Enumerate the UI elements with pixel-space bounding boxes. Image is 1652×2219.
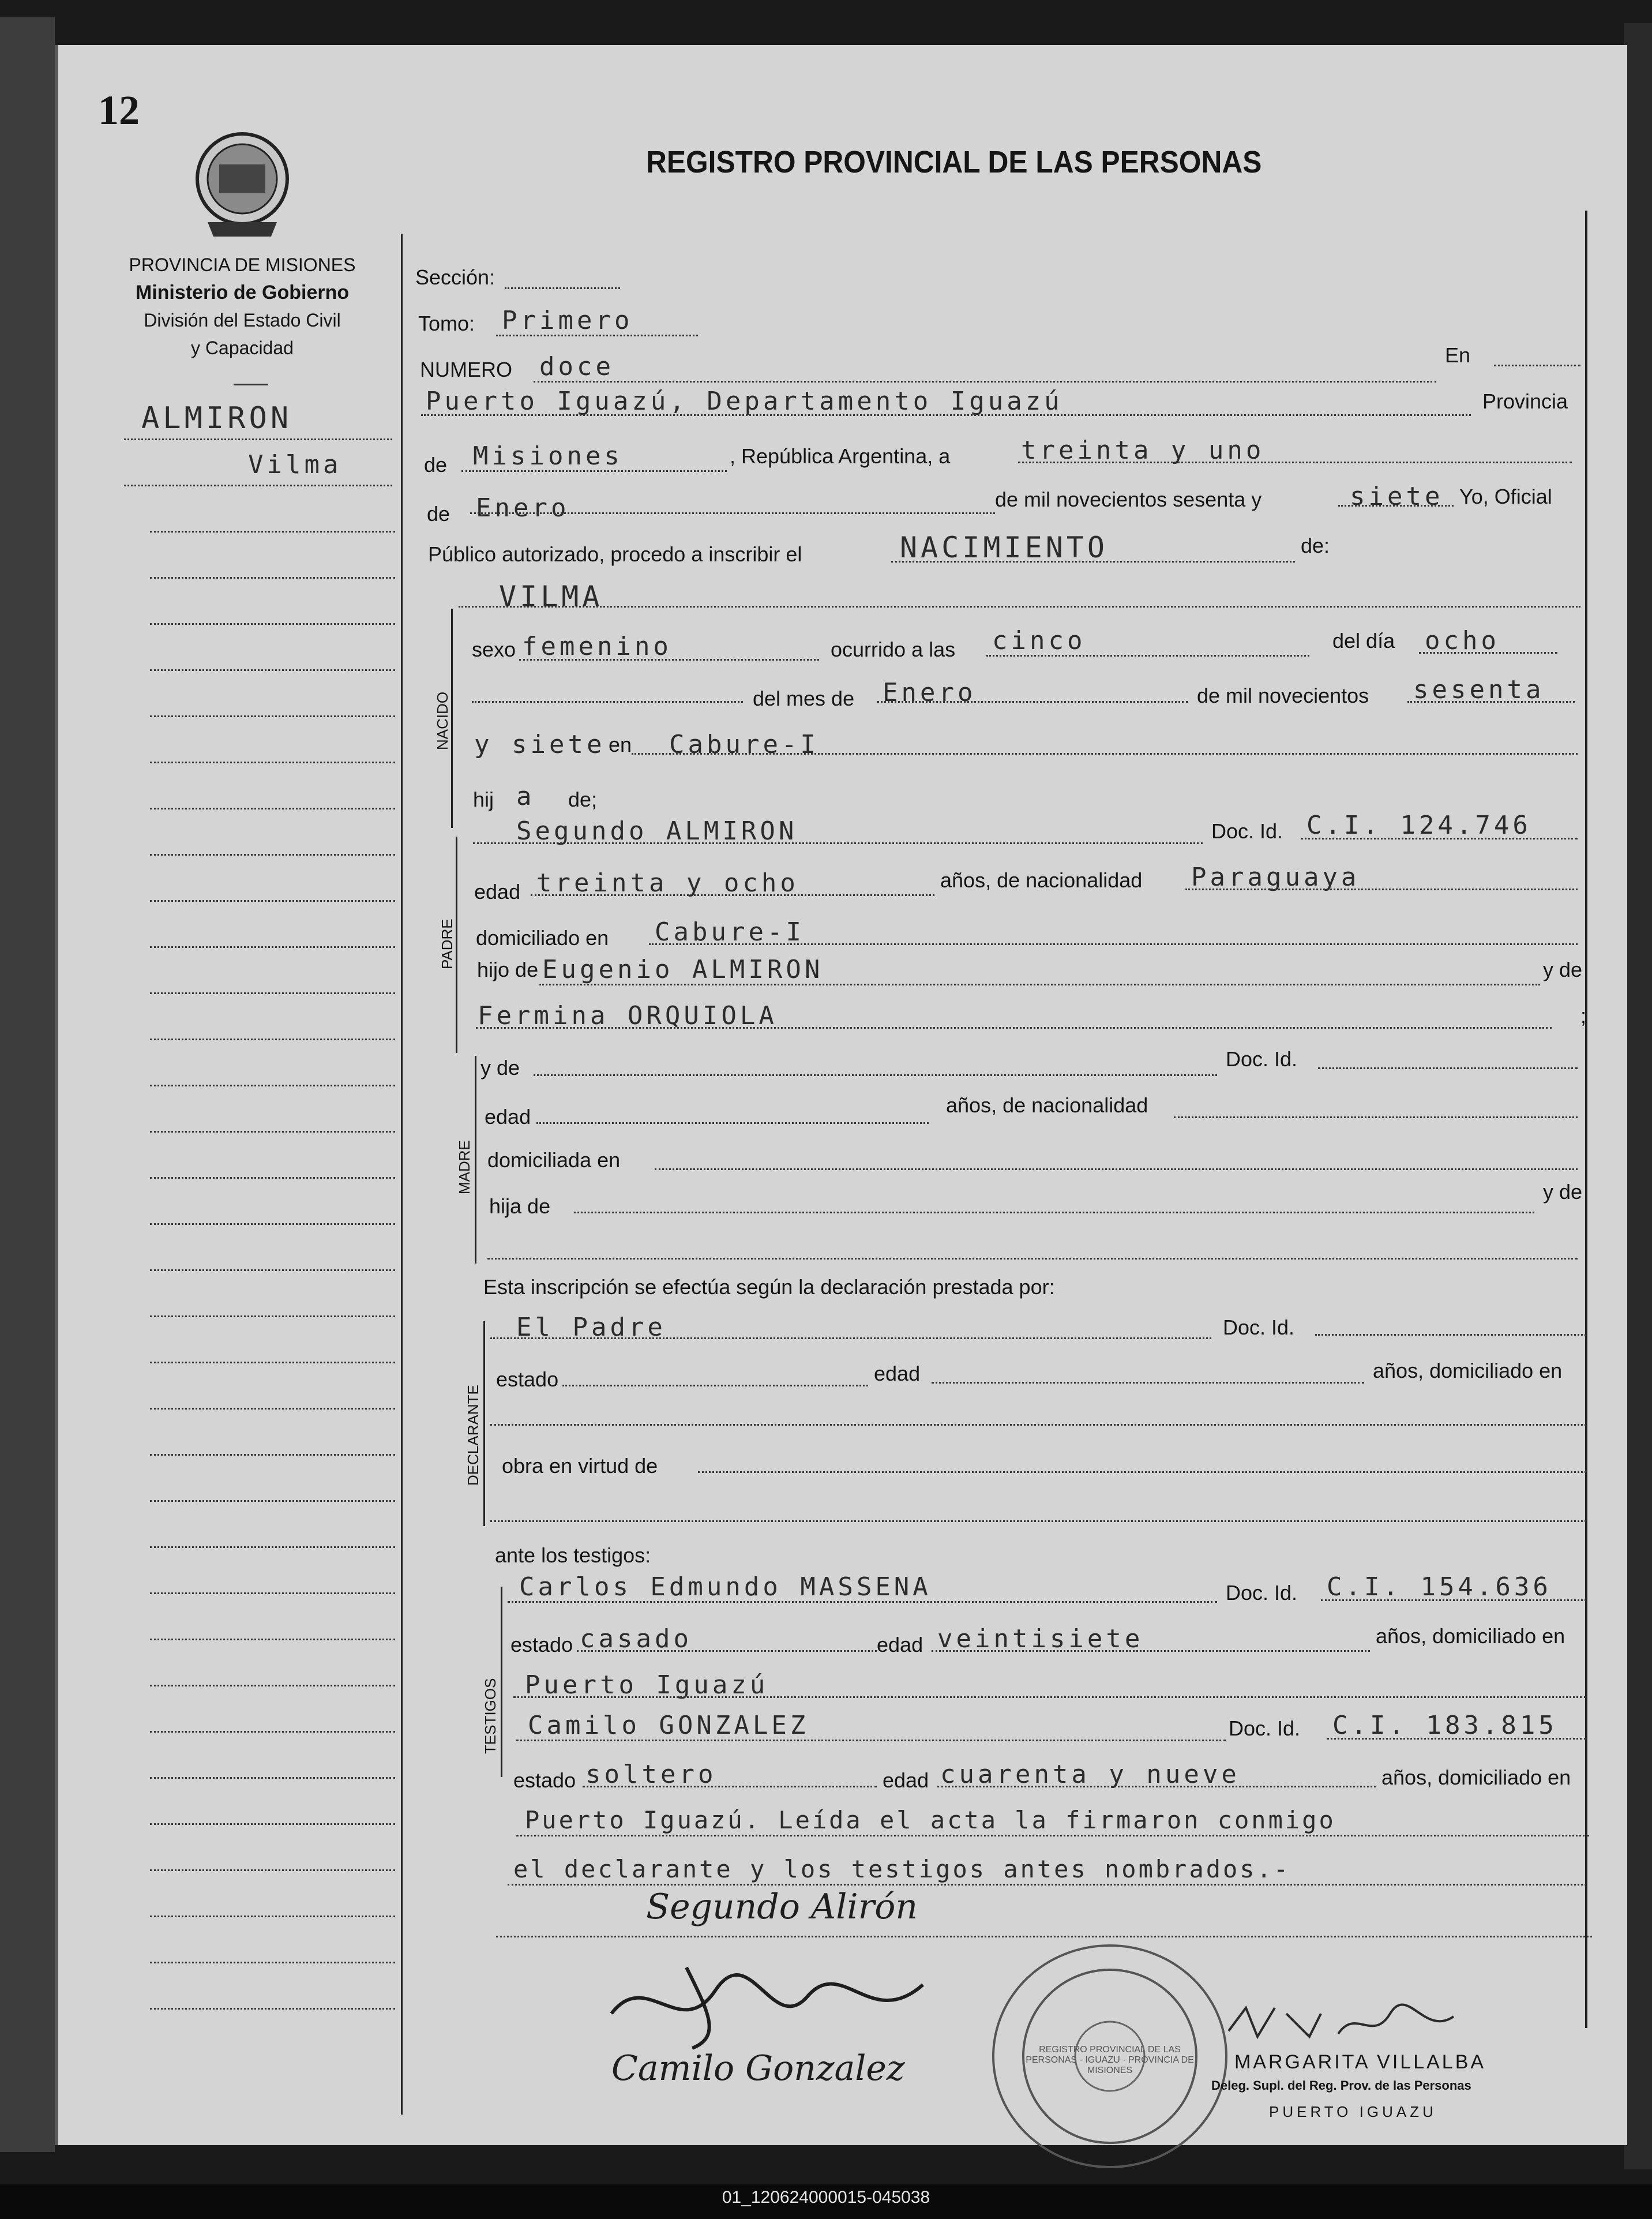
label-ocurrido: ocurrido a las xyxy=(831,638,956,661)
margin-rule xyxy=(150,2008,395,2010)
value-numero: doce xyxy=(539,352,614,381)
line-padre-dom xyxy=(649,943,1578,945)
line-mes xyxy=(877,701,1188,703)
line-padre-doc xyxy=(1301,838,1578,839)
line-padre-nombre xyxy=(473,842,1203,844)
line-testigo2-doc xyxy=(1327,1738,1586,1740)
org-capacity: y Capacidad xyxy=(191,338,294,358)
label-hija-de: hija de xyxy=(489,1194,551,1218)
line-declarante-doc xyxy=(1315,1334,1586,1336)
value-padre-nombre: Segundo ALMIRON xyxy=(516,816,798,846)
book-spine xyxy=(0,17,55,2152)
margin-rule xyxy=(150,946,395,948)
margin-rule xyxy=(150,1269,395,1271)
label-anos-dom-declarante: años, domiciliado en xyxy=(1373,1359,1563,1382)
label-doc-madre: Doc. Id. xyxy=(1226,1047,1298,1071)
value-closing-line: el declarante y los testigos antes nombrados.- xyxy=(513,1855,1291,1883)
value-abuelo: Eugenio ALMIRON xyxy=(542,955,824,984)
value-testigo2: Camilo GONZALEZ xyxy=(528,1711,809,1740)
value-testigo2-edad: cuarenta y nueve xyxy=(940,1760,1240,1789)
line-testigo1 xyxy=(508,1601,1217,1603)
line-testigo2-edad xyxy=(937,1786,1376,1787)
org-ministry: Ministerio de Gobierno xyxy=(135,282,350,303)
label-provincia: Provincia xyxy=(1482,389,1568,413)
value-anio: sesenta xyxy=(1413,675,1545,704)
label-domiciliado-padre: domiciliado en xyxy=(476,926,609,950)
label-ante: ante los testigos: xyxy=(495,1543,651,1567)
label-anos-dom-t1: años, domiciliado en xyxy=(1376,1624,1565,1648)
issuing-office xyxy=(81,251,404,362)
value-sexo: femenino xyxy=(522,632,672,661)
margin-rule xyxy=(150,1408,395,1410)
margin-rule xyxy=(150,854,395,856)
label-estado-declarante: estado xyxy=(496,1367,559,1391)
org-division: División del Estado Civil xyxy=(144,310,341,331)
org-province: PROVINCIA DE MISIONES xyxy=(129,254,356,275)
line-declarante-edad xyxy=(932,1382,1364,1384)
line-tomo xyxy=(496,335,698,336)
page-title: REGISTRO PROVINCIAL DE LAS PERSONAS xyxy=(646,145,1262,179)
label-publico: Público autorizado, procedo a inscribir el xyxy=(428,542,802,566)
line-madre-nombre xyxy=(534,1074,1217,1076)
margin-rule xyxy=(150,762,395,763)
province-emblem-icon xyxy=(190,130,294,239)
line-padre-edad xyxy=(531,894,934,896)
stamp-role: Deleg. Supl. del Reg. Prov. de las Personas xyxy=(1211,2078,1471,2093)
label-declarante: DECLARANTE xyxy=(464,1385,482,1486)
value-testigo2-dom-line: Puerto Iguazú. Leída el acta la firmaron conmigo xyxy=(525,1806,1336,1834)
line-madre-padre xyxy=(574,1212,1534,1213)
value-place: Puerto Iguazú, Departamento Iguazú xyxy=(426,387,1063,416)
margin-rule xyxy=(124,485,392,486)
line-madre-nac xyxy=(1174,1116,1578,1118)
value-mes: Enero xyxy=(883,678,977,707)
margin-rule xyxy=(150,1085,395,1086)
label-y-de-madre-2: y de xyxy=(1543,1180,1583,1204)
margin-rule xyxy=(150,1777,395,1779)
value-acto: NACIMIENTO xyxy=(900,531,1109,564)
value-testigo2-estado: soltero xyxy=(585,1760,717,1789)
line-declarante xyxy=(490,1337,1211,1339)
margin-rule xyxy=(150,900,395,902)
margin-rule xyxy=(150,577,395,579)
label-obra: obra en virtud de xyxy=(502,1454,658,1478)
value-year-suffix: siete xyxy=(1350,482,1444,511)
label-doc-testigo2: Doc. Id. xyxy=(1229,1716,1301,1740)
label-hij: hij xyxy=(473,788,494,811)
line-madre-dom xyxy=(655,1168,1578,1170)
line-obra xyxy=(698,1471,1586,1473)
image-caption: 01_120624000015-045038 xyxy=(722,2188,930,2207)
label-doc-declarante: Doc. Id. xyxy=(1223,1315,1295,1339)
value-testigo1-edad: veintisiete xyxy=(937,1624,1144,1654)
line-testigo1-dom xyxy=(513,1696,1586,1698)
value-padre-nac: Paraguaya xyxy=(1191,863,1360,892)
line-madre-doc xyxy=(1318,1067,1578,1069)
label-estado-t2: estado xyxy=(513,1768,576,1792)
value-padre-dom: Cabure-I xyxy=(655,917,805,947)
label-numero: NUMERO xyxy=(420,358,512,381)
label-edad-padre: edad xyxy=(474,880,521,904)
line-abuela xyxy=(476,1027,1552,1029)
value-anio-cont: y siete xyxy=(474,730,606,759)
label-y-de-madre: y de xyxy=(480,1056,520,1079)
label-anos-nac-madre: años, de nacionalidad xyxy=(946,1093,1148,1117)
line-closing xyxy=(508,1884,1586,1886)
value-dia: ocho xyxy=(1425,626,1500,655)
label-testigos: TESTIGOS xyxy=(482,1678,499,1754)
value-testigo2-doc: C.I. 183.815 xyxy=(1332,1711,1557,1740)
line-madre-edad xyxy=(536,1122,929,1124)
line-provincia xyxy=(461,470,727,472)
line-lugar xyxy=(632,753,1578,755)
line-day-words xyxy=(1018,462,1572,463)
value-padre-edad: treinta y ocho xyxy=(536,868,799,898)
line-numero xyxy=(534,381,1436,383)
line-testigo2 xyxy=(516,1740,1226,1741)
label-de-semicolon: de; xyxy=(568,788,598,811)
value-hora: cinco xyxy=(992,626,1086,655)
line-declarante-dom xyxy=(490,1424,1586,1426)
page-number: 12 xyxy=(98,87,140,133)
margin-rule xyxy=(150,1131,395,1133)
line-abuelo xyxy=(539,984,1540,985)
line-del-mes-lead xyxy=(472,701,743,703)
label-inscripcion: Esta inscripción se efectúa según la declaración prestada por: xyxy=(483,1275,1055,1299)
margin-rule xyxy=(150,715,395,717)
value-testigo1: Carlos Edmundo MASSENA xyxy=(519,1572,932,1602)
margin-rule xyxy=(150,531,395,533)
margin-rule xyxy=(150,1500,395,1502)
stamp-place: PUERTO IGUAZU xyxy=(1269,2103,1437,2120)
right-rule xyxy=(1585,211,1587,2028)
line-year-suffix xyxy=(1338,505,1454,507)
line-acto xyxy=(891,561,1295,563)
signature-declarante: Segundo Alirón xyxy=(646,1887,918,1927)
margin-rule xyxy=(150,1639,395,1640)
line-sig-1 xyxy=(496,1936,1592,1937)
margin-rule xyxy=(150,623,395,625)
margin-rule xyxy=(124,438,392,440)
margin-rule xyxy=(150,1592,395,1594)
label-edad-madre: edad xyxy=(485,1105,531,1129)
stamp-name: MARGARITA VILLALBA xyxy=(1234,2051,1486,2073)
label-anos-nac-padre: años, de nacionalidad xyxy=(940,868,1143,892)
label-domiciliada: domiciliada en xyxy=(487,1148,621,1172)
line-declarante-estado xyxy=(562,1385,868,1386)
label-edad-t2: edad xyxy=(883,1768,929,1792)
line-nombre xyxy=(459,606,1580,608)
value-testigo1-doc: C.I. 154.636 xyxy=(1327,1572,1552,1602)
org-divider xyxy=(234,384,268,385)
madre-bracket xyxy=(475,1056,476,1264)
margin-rule xyxy=(150,1731,395,1733)
margin-rule xyxy=(150,1223,395,1225)
line-padre-nac xyxy=(1185,889,1578,890)
label-de-mil: de mil novecientos sesenta y xyxy=(995,488,1262,511)
label-edad-t1: edad xyxy=(877,1633,923,1656)
label-semicolon: ; xyxy=(1580,1004,1587,1028)
declarante-bracket xyxy=(483,1321,485,1526)
label-madre: MADRE xyxy=(456,1140,473,1194)
label-padre: PADRE xyxy=(438,919,456,969)
value-provincia: Misiones xyxy=(473,441,623,471)
label-sexo: sexo xyxy=(472,638,516,661)
label-tomo: Tomo: xyxy=(418,312,475,335)
label-seccion: Sección: xyxy=(415,265,495,289)
label-estado-t1: estado xyxy=(510,1633,573,1656)
label-doc-padre: Doc. Id. xyxy=(1211,819,1283,843)
line-testigo1-doc xyxy=(1321,1599,1586,1601)
line-anio xyxy=(1407,701,1575,703)
margin-rule xyxy=(150,1823,395,1825)
signature-testigo1-icon xyxy=(600,1944,958,2060)
value-padre-doc: C.I. 124.746 xyxy=(1306,811,1531,840)
left-rule xyxy=(401,234,403,2115)
margin-rule xyxy=(150,1546,395,1548)
label-de-mil-nov: de mil novecientos xyxy=(1197,684,1369,707)
value-day-words: treinta y uno xyxy=(1021,436,1265,465)
line-dia xyxy=(1419,652,1557,654)
label-y-de-padre: y de xyxy=(1543,958,1583,981)
label-yo-oficial: Yo, Oficial xyxy=(1459,485,1552,508)
value-testigo1-estado: casado xyxy=(580,1624,692,1654)
label-nacido: NACIDO xyxy=(434,691,451,750)
label-republica: , República Argentina, a xyxy=(730,444,951,468)
label-doc-testigo1: Doc. Id. xyxy=(1226,1581,1298,1605)
line-month xyxy=(470,512,995,514)
margin-rule xyxy=(150,1916,395,1917)
margin-rule xyxy=(150,1177,395,1179)
margin-rule xyxy=(150,992,395,994)
margin-rule xyxy=(150,808,395,809)
label-de-1: de xyxy=(424,453,448,477)
line-obra-2 xyxy=(490,1520,1586,1522)
label-en: En xyxy=(1445,343,1471,367)
line-testigo2-dom xyxy=(516,1835,1589,1836)
label-de-colon: de: xyxy=(1301,534,1330,557)
margin-given-name: Vilma xyxy=(248,450,342,479)
margin-rule xyxy=(150,1039,395,1040)
book-edge xyxy=(1624,23,1652,2169)
signature-testigo2: Camilo Gonzalez xyxy=(611,2048,905,2089)
testigos-bracket xyxy=(501,1587,502,1777)
line-madre-madre xyxy=(487,1258,1578,1260)
label-edad-declarante: edad xyxy=(874,1362,921,1385)
value-abuela: Fermina ORQUIOLA xyxy=(478,1001,778,1030)
value-lugar: Cabure-I xyxy=(669,730,819,759)
seal-text: REGISTRO PROVINCIAL DE LAS PERSONAS · IGUAZU · PROVINCIA DE MISIONES xyxy=(1026,2045,1194,2075)
label-del-dia: del día xyxy=(1332,629,1395,653)
label-anos-dom-t2: años, domiciliado en xyxy=(1381,1766,1571,1789)
line-testigo1-edad xyxy=(932,1650,1370,1652)
value-hij-suffix: a xyxy=(516,782,535,811)
line-testigo2-estado xyxy=(583,1786,877,1787)
margin-surname: ALMIRON xyxy=(141,401,292,436)
value-nombre: VILMA xyxy=(499,580,603,613)
margin-rule xyxy=(150,1362,395,1363)
margin-rule xyxy=(150,1315,395,1317)
margin-rule xyxy=(150,1454,395,1456)
value-testigo1-dom: Puerto Iguazú xyxy=(525,1670,769,1700)
line-testigo1-estado xyxy=(577,1650,877,1652)
value-tomo: Primero xyxy=(502,306,633,335)
line-seccion xyxy=(505,287,620,289)
official-seal xyxy=(992,1944,1227,2168)
line-sexo xyxy=(519,659,819,661)
line-hora xyxy=(986,655,1309,657)
line-place xyxy=(421,414,1471,416)
line-en xyxy=(1494,365,1580,366)
signature-officer-icon xyxy=(1223,2002,1465,2048)
label-del-mes: del mes de xyxy=(753,687,855,710)
margin-rule xyxy=(150,669,395,671)
label-de-2: de xyxy=(427,502,450,526)
label-en: en xyxy=(609,733,632,756)
value-month: Enero xyxy=(476,493,570,523)
margin-rule xyxy=(150,1962,395,1963)
margin-rule xyxy=(150,1685,395,1686)
value-declarante: El Padre xyxy=(516,1313,666,1342)
label-hijo-de: hijo de xyxy=(477,958,539,981)
margin-rule xyxy=(150,1869,395,1871)
